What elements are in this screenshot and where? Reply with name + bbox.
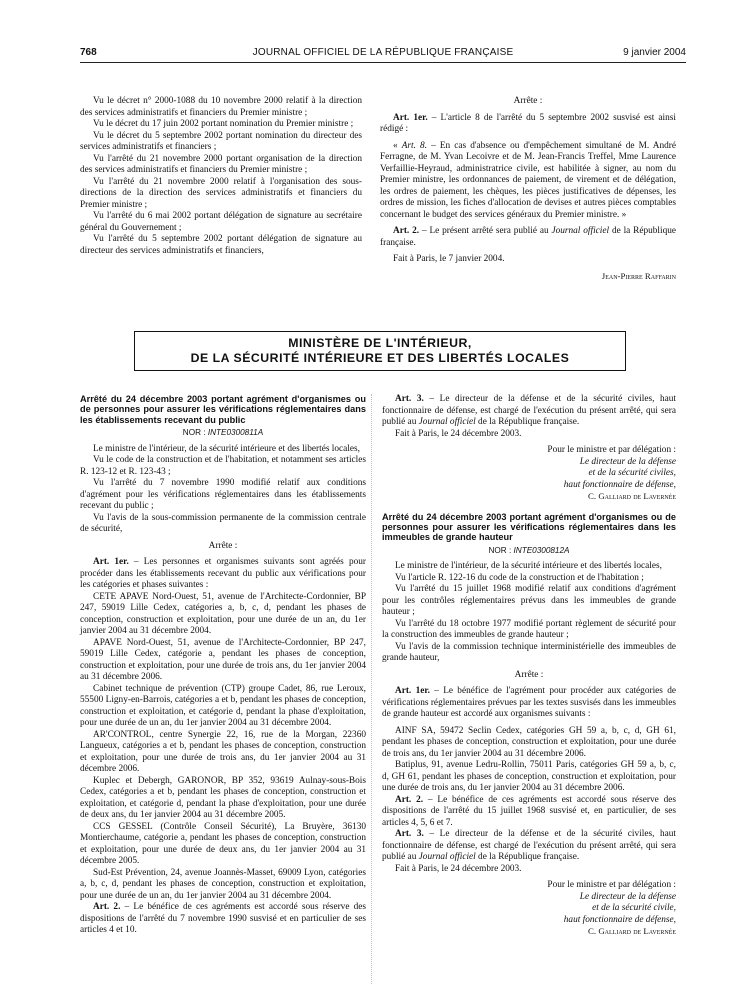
nor-label: NOR :	[488, 545, 514, 555]
nor-value: INTE0300811A	[207, 428, 264, 438]
quoted-article-label: Art. 8.	[401, 140, 428, 151]
article-2	[80, 902, 366, 937]
column-divider	[371, 394, 372, 984]
article-3	[382, 394, 676, 429]
quoted-article	[380, 141, 676, 222]
preamble-paragraph: Le ministre de l'intérieur, de la sécurité intérieure et des libertés locales,	[93, 443, 360, 454]
list-item: Sud-Est Prévention, 24, avenue Joannès-Masset, 69009 Lyon, catégories a, b, c, d, pendant les phases de conception, construction et exploitation, pour une durée de un an, du 1er janvier 2004 au 31 décembre 2004.	[80, 867, 366, 901]
arrete-2-column	[382, 394, 676, 938]
article-label: Art. 1er.	[395, 686, 430, 697]
article-text: – Le bénéfice de ces agréments est accordé sous réserve des dispositions de l'arrêté du 15 juillet 1968 susvisé et, en particulier, de ses articles 4, 5, 6 et 7.	[382, 794, 677, 828]
article-text: – Les personnes et organismes suivants sont agréés pour procéder dans les établissements recevant du public aux vérifications pour les catégories et phases suivantes :	[80, 557, 366, 591]
article-text: – Le présent arrêté sera publié au	[419, 226, 552, 236]
nor-value: INTE0300812A	[513, 545, 570, 555]
visa-paragraph: Vu l'arrêté du 5 septembre 2002 portant délégation de signature au directeur des services administratifs et financiers,	[80, 234, 362, 256]
preamble-paragraph: Vu l'article R. 122-16 du code de la construction et de l'habitation ;	[395, 572, 644, 583]
article-label: Art. 3.	[395, 394, 424, 404]
preamble-paragraph: Vu l'arrêté du 7 novembre 1990 modifié relatif aux conditions d'agrément pour les vérifications réglementaires dans les établissements recevant du public ;	[80, 478, 366, 512]
list-item: CETE APAVE Nord-Ouest, 51, avenue de l'Architecte-Cordonnier, BP 247, 59019 Lille Cedex, catégories a, b, c, d, pendant les phases de conception, construction et exploitation, pour une durée de un an, du 1er janvier 2004 au 31 décembre 2004.	[80, 591, 366, 637]
arrete-title: Arrêté du 24 décembre 2003 portant agrément d'organismes ou de personnes pour assurer les vérifications réglementaires dans les établissements recevant du public	[80, 394, 366, 425]
signature: C. Galliard de Lavernée	[588, 491, 676, 501]
arrete-heading: Arrête :	[208, 540, 238, 551]
top-right-column	[380, 96, 676, 282]
header-rule	[80, 62, 686, 63]
delegation-line: Pour le ministre et par délégation :	[547, 445, 676, 455]
top-left-column	[80, 96, 362, 257]
article-text: – L'article 8 de l'arrêté du 5 septembre 2002 susvisé est ainsi rédigé :	[380, 112, 676, 134]
journal-reference: Journal officiel	[418, 417, 476, 427]
signatory-title: haut fonctionnaire de défense,	[563, 479, 676, 490]
quoted-article-text: – En cas d'absence ou d'empêchement simultané de M. André Ferragne, de M. Yvan Lecoivre et de M. Jean-Francis Treffel, Mme Laurence Verfaillie-Heyraud, administratrice civile, est habilitée à signer, au nom du Premier ministre, les ordonnances de paiement, de virement et de délégation, les ordres de paiement, les chèques, les pièces justificatives de dépenses, les ordres de mission, les fiches d'allocation de devises et autres pièces comptables concernant le budget des services généraux du Premier ministre. »	[380, 140, 676, 220]
delegation-line: Pour le ministre et par délégation :	[547, 880, 676, 891]
nor-label: NOR :	[182, 428, 208, 438]
visa-paragraph: Vu l'arrêté du 21 novembre 2000 relatif à l'organisation des sous-directions de la direction des services administratifs et financiers du Premier ministre ;	[80, 176, 362, 210]
article-text: – Le bénéfice de l'agrément pour procéder aux catégories de vérifications réglementaires prévues par les textes susvisés dans les immeubles de grande hauteur est accordé aux organismes suivants :	[382, 686, 676, 720]
article-text: – Le directeur de la défense et de la sécurité civiles, haut fonctionnaire de défense, est chargé de l'exécution du présent arrêté, qui sera publié au	[382, 394, 676, 427]
arrete-heading: Arrête :	[514, 669, 544, 680]
article-1	[80, 557, 366, 592]
article-2	[380, 226, 676, 249]
article-label: Art. 1er.	[393, 112, 428, 123]
list-item: Batiplus, 91, avenue Ledru-Rollin, 75011 Paris, catégories GH 59 a, b, c, d, GH 61, pendant les phases de conception, construction et exploitation, pour une durée de trois ans, du 1er janvier 2004 au 31 décembre 2006.	[382, 760, 676, 794]
article-1	[380, 113, 676, 136]
quote-mark: «	[393, 140, 402, 151]
preamble-paragraph: Le ministre de l'intérieur, de la sécurité intérieure et des libertés locales,	[395, 561, 662, 572]
visa-paragraph: Vu le décret n° 2000-1088 du 10 novembre 2000 relatif à la direction des services administratifs et financiers du Premier ministre ;	[80, 96, 362, 118]
signatory-title: et de la sécurité civile,	[592, 903, 676, 914]
issue-date: 9 janvier 2004	[623, 47, 686, 58]
nor-reference	[80, 427, 366, 439]
list-item: Kuplec et Debergh, GARONOR, BP 352, 93619 Aulnay-sous-Bois Cedex, catégories a et b, pendant les phases de conception, construction et exploitation, et catégorie d, pendant la phase d'exploitation, pour une durée de deux ans, du 1er janvier 2004 au 31 décembre 2005.	[80, 775, 366, 821]
list-item: AINF SA, 59472 Seclin Cedex, catégories GH 59 a, b, c, d, GH 61, pendant les phases de conception, construction et exploitation, pour une durée de trois ans, du 1er janvier 2004 au 31 décembre 2006.	[382, 725, 676, 759]
signatory-title: et de la sécurité civiles,	[588, 468, 676, 478]
visa-paragraph: Vu l'arrêté du 21 novembre 2000 portant organisation de la direction des services administratifs et financiers du Premier ministre ;	[80, 153, 362, 175]
article-text: – Le directeur de la défense et de la sécurité civiles, haut fonctionnaire de défense, est chargé de l'exécution du présent arrêté, qui sera publié au	[382, 829, 676, 863]
preamble-paragraph: Vu l'avis de la sous-commission permanente de la commission centrale de sécurité,	[80, 512, 366, 535]
signature: Jean-Pierre Raffarin	[601, 270, 676, 281]
signatory-title: Le directeur de la défense	[579, 891, 676, 902]
preamble-paragraph: Vu l'avis de la commission technique interministérielle des immeubles de grande hauteur,	[382, 641, 676, 664]
journal-reference: Journal officiel	[418, 852, 476, 863]
article-label: Art. 3.	[395, 829, 424, 840]
visa-paragraph: Vu le décret du 17 juin 2002 portant nomination du Premier ministre ;	[93, 119, 354, 129]
date-place: Fait à Paris, le 24 décembre 2003.	[395, 428, 522, 439]
ministry-line-2: DE LA SÉCURITÉ INTÉRIEURE ET DES LIBERTÉS LOCALES	[190, 351, 570, 365]
arrete-heading: Arrête :	[513, 96, 543, 106]
journal-reference: Journal officiel	[551, 226, 610, 236]
preamble-paragraph: Vu l'arrêté du 15 juillet 1968 modifié relatif aux conditions d'agrément pour les contrôles réglementaires prévus dans les immeubles de grande hauteur ;	[382, 584, 676, 618]
article-text: de la République française.	[380, 226, 677, 248]
ministry-banner	[134, 331, 626, 371]
arrete-1-column	[80, 394, 366, 937]
list-item: APAVE Nord-Ouest, 51, avenue de l'Architecte-Cordonnier, BP 247, 59019 Lille Cedex, catégorie a, pendant les phases de conception, construction et exploitation, pour une durée de trois ans, du 1er janvier 2004 au 31 décembre 2006.	[80, 637, 366, 683]
article-label: Art. 1er.	[93, 557, 129, 568]
signature: C. Galliard de Lavernée	[588, 926, 676, 937]
page-number: 768	[80, 47, 97, 58]
article-2	[382, 795, 676, 830]
arrete-title: Arrêté du 24 décembre 2003 portant agrément d'organismes ou de personnes pour assurer les vérifications réglementaires dans les immeubles de grande hauteur	[382, 511, 676, 543]
signatory-title: Le directeur de la défense	[579, 456, 676, 467]
article-text: – Le bénéfice de ces agréments est accordé sous réserve des dispositions de l'arrêté du 7 novembre 1990 susvisé et en particulier de ses articles 4 et 10.	[80, 902, 366, 936]
journal-title: JOURNAL OFFICIEL DE LA RÉPUBLIQUE FRANÇAISE	[252, 47, 514, 58]
list-item: Cabinet technique de prévention (CTP) groupe Cadet, 86, rue Leroux, 55500 Ligny-en-Barrois, catégories a et b, pendant les phases de conception, construction et exploitation, et catégorie d, pendant la phase d'exploitation, pour une durée de un an, du 1er janvier 2004 au 31 décembre 2004.	[80, 683, 366, 729]
article-label: Art. 2.	[93, 902, 121, 913]
ministry-line-1: MINISTÈRE DE L'INTÉRIEUR,	[288, 336, 472, 350]
article-label: Art. 2.	[393, 226, 420, 236]
signatory-title: haut fonctionnaire de défense,	[563, 914, 676, 925]
article-3	[382, 829, 676, 864]
preamble-paragraph: Vu le code de la construction et de l'habitation, et notamment ses articles R. 123-12 et R. 123-43 ;	[80, 455, 366, 477]
date-place: Fait à Paris, le 24 décembre 2003.	[395, 863, 522, 874]
visa-paragraph: Vu le décret du 5 septembre 2002 portant nomination du directeur des services administratifs et financiers ;	[80, 130, 362, 152]
article-text: de la République française.	[475, 852, 580, 863]
article-text: de la République française.	[475, 417, 580, 427]
article-label: Art. 2.	[395, 794, 424, 805]
preamble-paragraph: Vu l'arrêté du 18 octobre 1977 modifié portant règlement de sécurité pour la construction des immeubles de grande hauteur ;	[382, 618, 676, 641]
list-item: CCS GESSEL (Contrôle Conseil Sécurité), La Bruyère, 36130 Montierchaume, catégorie a, pendant les phases de conception, construction et exploitation, pour une durée de deux ans, du 1er janvier 2004 au 31 décembre 2005.	[80, 821, 366, 867]
article-1	[382, 686, 676, 721]
visa-paragraph: Vu l'arrêté du 6 mai 2002 portant délégation de signature au secrétaire général du Gouvernement ;	[80, 211, 362, 233]
list-item: AR'CONTROL, centre Synergie 22, 16, rue de la Morgan, 22360 Langueux, catégories a et b, pendant les phases de conception, construction et exploitation, pour une durée de trois ans, du 1er janvier 2004 au 31 décembre 2006.	[80, 729, 366, 775]
nor-reference	[382, 545, 676, 557]
date-place: Fait à Paris, le 7 janvier 2004.	[393, 254, 505, 264]
